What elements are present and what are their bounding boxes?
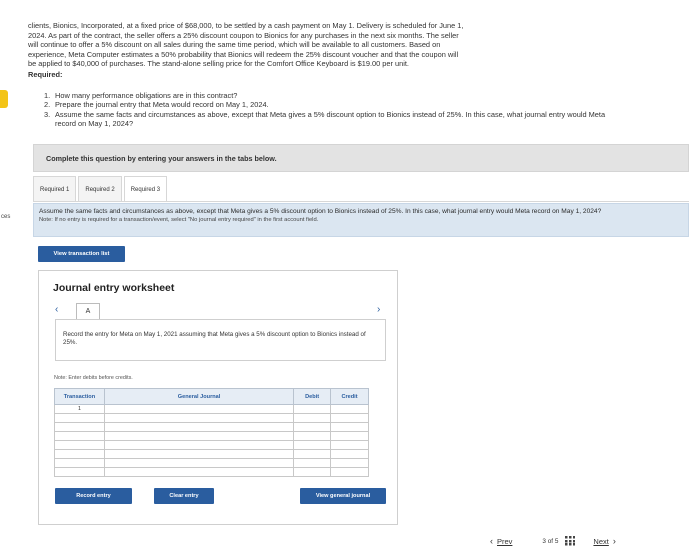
transaction-cell: [55, 432, 105, 441]
journal-entry-worksheet: [38, 270, 398, 525]
table-row: [55, 432, 369, 441]
sidebar-label: ces: [1, 214, 11, 220]
debit-cell[interactable]: [294, 450, 331, 459]
instruction-text: Complete this question by entering your answers in the tabs below.: [46, 154, 277, 163]
requirement-number: 1.: [44, 91, 51, 100]
debit-cell[interactable]: [294, 441, 331, 450]
worksheet-title: Journal entry worksheet: [53, 282, 175, 294]
table-row: [55, 414, 369, 423]
requirement-tabs: [33, 176, 169, 202]
table-row: [55, 405, 369, 414]
instruction-bar: [33, 144, 689, 172]
credit-cell[interactable]: [331, 459, 369, 468]
account-cell[interactable]: [104, 423, 293, 432]
credit-cell[interactable]: [331, 405, 369, 414]
problem-line: will continue to offer a 5% discount on all sales during the same time period, which will be available to all customers. Based on: [28, 40, 441, 50]
debit-cell[interactable]: [294, 459, 331, 468]
account-cell[interactable]: [104, 468, 293, 477]
page-count: 3 of 5: [542, 537, 559, 545]
chevron-right-icon[interactable]: ›: [612, 536, 616, 546]
problem-line: be applied to $40,000 of purchases. The stand-alone selling price for the Comfort Office Keyboard is $19.00 per unit.: [28, 59, 409, 69]
account-cell[interactable]: [104, 459, 293, 468]
chevron-left-icon[interactable]: ‹: [490, 536, 493, 546]
credit-cell[interactable]: [331, 414, 369, 423]
credit-cell[interactable]: [331, 450, 369, 459]
table-row: [55, 450, 369, 459]
tab-required-2[interactable]: Required 2: [78, 176, 121, 202]
problem-line: experience, Meta Computer estimates a 50% probability that Bionics will redeem the 25% discount voucher and that the coupon will: [28, 49, 459, 59]
requirement-item: [44, 100, 624, 109]
account-cell[interactable]: [104, 450, 293, 459]
transaction-cell: [55, 414, 105, 423]
table-row: [55, 459, 369, 468]
assumption-box: [33, 203, 689, 237]
next-button[interactable]: Next: [593, 536, 609, 546]
pagination: [490, 534, 616, 548]
requirement-text: Assume the same facts and circumstances as above, except that Meta gives a 5% discount option to Bionics instead of 25%. In this case, what journal entry would Meta record on May 1, 2024?: [55, 109, 606, 129]
debit-cell[interactable]: [294, 423, 331, 432]
account-cell[interactable]: [104, 441, 293, 450]
account-cell[interactable]: [104, 414, 293, 423]
journal-entry-table: [54, 388, 369, 477]
grid-icon[interactable]: [565, 536, 575, 546]
problem-statement: [28, 21, 668, 80]
side-indicator-tab[interactable]: [0, 90, 8, 108]
debit-cell[interactable]: [294, 405, 331, 414]
requirement-text: Prepare the journal entry that Meta would record on May 1, 2024.: [55, 100, 269, 110]
requirement-item: [44, 110, 624, 129]
tab-required-1[interactable]: Required 1: [33, 176, 76, 202]
transaction-cell: [55, 423, 105, 432]
requirement-text: How many performance obligations are in this contract?: [55, 91, 238, 100]
assumption-text: Assume the same facts and circumstances as above, except that Meta gives a 5% discount option to Bionics instead of 25%. In this case, what journal entry would Meta record on May 1, 2024?: [39, 208, 602, 215]
requirement-number: 2.: [44, 100, 51, 110]
problem-line: 2024. As part of the contract, the seller offers a 25% discount coupon to Bionics for any purchases in the next six months. The seller: [28, 30, 459, 40]
credit-cell[interactable]: [331, 432, 369, 441]
required-heading: Required:: [28, 69, 63, 79]
worksheet-page-tab[interactable]: A: [76, 303, 100, 319]
problem-line: clients, Bionics, Incorporated, at a fixed price of $68,000, to be settled by a cash payment on May 1. Delivery is scheduled for June 1,: [28, 21, 464, 30]
view-transaction-list-button[interactable]: View transaction list: [38, 246, 125, 262]
column-header-credit: Credit: [331, 389, 369, 405]
assumption-note: Note: If no entry is required for a transaction/event, select "No journal entry required" in the first account field.: [39, 217, 319, 224]
tab-required-3[interactable]: Required 3: [124, 176, 167, 202]
clear-entry-button[interactable]: Clear entry: [154, 488, 214, 504]
debits-note: Note: Enter debits before credits.: [54, 375, 133, 381]
column-header-transaction: Transaction: [55, 389, 105, 405]
account-cell[interactable]: [104, 432, 293, 441]
chevron-left-icon[interactable]: ‹: [55, 304, 59, 315]
requirement-item: [44, 91, 624, 100]
prev-button[interactable]: Prev: [497, 536, 513, 546]
transaction-cell: [55, 459, 105, 468]
debit-cell[interactable]: [294, 468, 331, 477]
requirements-list: [44, 91, 624, 129]
chevron-right-icon[interactable]: ›: [377, 304, 381, 315]
column-header-debit: Debit: [294, 389, 331, 405]
record-instruction-box: [55, 319, 386, 361]
requirement-number: 3.: [44, 109, 51, 119]
credit-cell[interactable]: [331, 441, 369, 450]
table-row: [55, 441, 369, 450]
transaction-cell: [55, 468, 105, 477]
record-instruction-text: Record the entry for Meta on May 1, 2021 assuming that Meta gives a 5% discount option to Bionics instead of 25%.: [63, 331, 366, 346]
account-cell[interactable]: [104, 405, 293, 414]
table-row: [55, 468, 369, 477]
debit-cell[interactable]: [294, 432, 331, 441]
column-header-general-journal: General Journal: [104, 389, 293, 405]
transaction-cell: [55, 441, 105, 450]
transaction-number: 1: [55, 405, 105, 414]
credit-cell[interactable]: [331, 423, 369, 432]
credit-cell[interactable]: [331, 468, 369, 477]
debit-cell[interactable]: [294, 414, 331, 423]
record-entry-button[interactable]: Record entry: [55, 488, 132, 504]
view-general-journal-button[interactable]: View general journal: [300, 488, 386, 504]
table-row: [55, 423, 369, 432]
transaction-cell: [55, 450, 105, 459]
